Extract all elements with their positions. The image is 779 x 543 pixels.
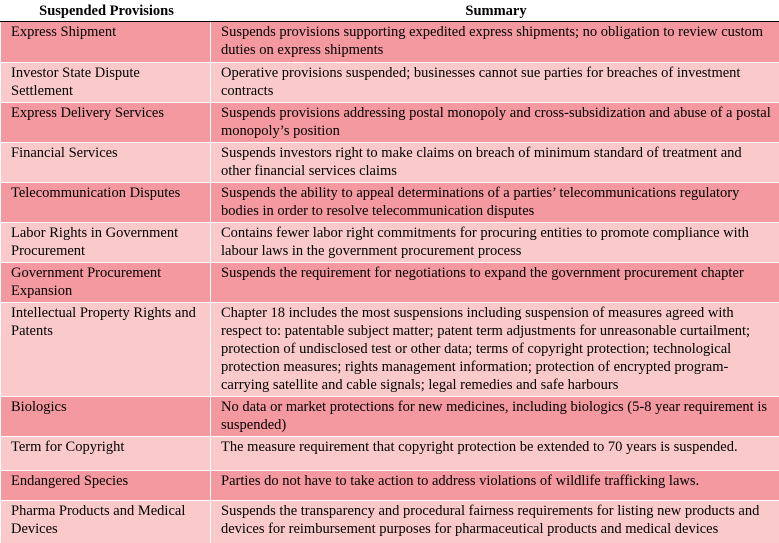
provision-cell: Government Procurement Expansion xyxy=(1,263,211,303)
summary-cell: Suspends the transparency and procedural fairness requirements for listing new products and devices for reimbursement purposes for pharmaceutical products and medical devices xyxy=(211,501,779,543)
table-row xyxy=(1,303,779,397)
provision-cell: Endangered Species xyxy=(1,471,211,501)
table-row xyxy=(1,143,779,183)
summary-cell: Contains fewer labor right commitments for procuring entities to promote compliance with labour laws in the government procurement process xyxy=(211,223,779,263)
provision-cell: Express Delivery Services xyxy=(1,103,211,143)
summary-cell: Suspends provisions supporting expedited express shipments; no obligation to review custom duties on express shipments xyxy=(211,22,779,63)
summary-cell: Suspends provisions addressing postal monopoly and cross-subsidization and abuse of a postal monopoly’s position xyxy=(211,103,779,143)
table-header xyxy=(1,1,779,22)
provision-cell: Telecommunication Disputes xyxy=(1,183,211,223)
table-row xyxy=(1,183,779,223)
header-suspended-provisions: Suspended Provisions xyxy=(1,1,211,22)
summary-cell: The measure requirement that copyright protection be extended to 70 years is suspended. xyxy=(211,437,779,471)
provision-cell: Term for Copyright xyxy=(1,437,211,471)
provision-cell: Intellectual Property Rights and Patents xyxy=(1,303,211,397)
table-row xyxy=(1,263,779,303)
header-row xyxy=(1,1,779,22)
table-body xyxy=(1,22,779,543)
table-row xyxy=(1,397,779,437)
table-row xyxy=(1,22,779,63)
provision-cell: Pharma Products and Medical Devices xyxy=(1,501,211,543)
table-row xyxy=(1,471,779,501)
provision-cell: Labor Rights in Government Procurement xyxy=(1,223,211,263)
provision-cell: Express Shipment xyxy=(1,22,211,63)
summary-cell: Suspends the requirement for negotiations to expand the government procurement chapter xyxy=(211,263,779,303)
summary-cell: Parties do not have to take action to address violations of wildlife trafficking laws. xyxy=(211,471,779,501)
table-row xyxy=(1,501,779,543)
provision-cell: Biologics xyxy=(1,397,211,437)
table-row xyxy=(1,63,779,103)
summary-cell: Suspends the ability to appeal determinations of a parties’ telecommunications regulatory bodies in order to resolve telecommunication disputes xyxy=(211,183,779,223)
table-row xyxy=(1,223,779,263)
table-row xyxy=(1,437,779,471)
header-summary: Summary xyxy=(211,1,779,22)
provision-cell: Financial Services xyxy=(1,143,211,183)
provision-cell: Investor State Dispute Settlement xyxy=(1,63,211,103)
summary-cell: Operative provisions suspended; businesses cannot sue parties for breaches of investment contracts xyxy=(211,63,779,103)
summary-cell: Suspends investors right to make claims on breach of minimum standard of treatment and other financial services claims xyxy=(211,143,779,183)
summary-cell: Chapter 18 includes the most suspensions including suspension of measures agreed with respect to: patentable subject matter; patent term adjustments for unreasonable curtailment; protection of undisclosed test or other data; terms of copyright protection; technological protection measures; rights management information; protection of encrypted program-carrying satellite and cable signals; legal remedies and safe harbours xyxy=(211,303,779,397)
table-row xyxy=(1,103,779,143)
summary-cell: No data or market protections for new medicines, including biologics (5-8 year requirement is suspended) xyxy=(211,397,779,437)
